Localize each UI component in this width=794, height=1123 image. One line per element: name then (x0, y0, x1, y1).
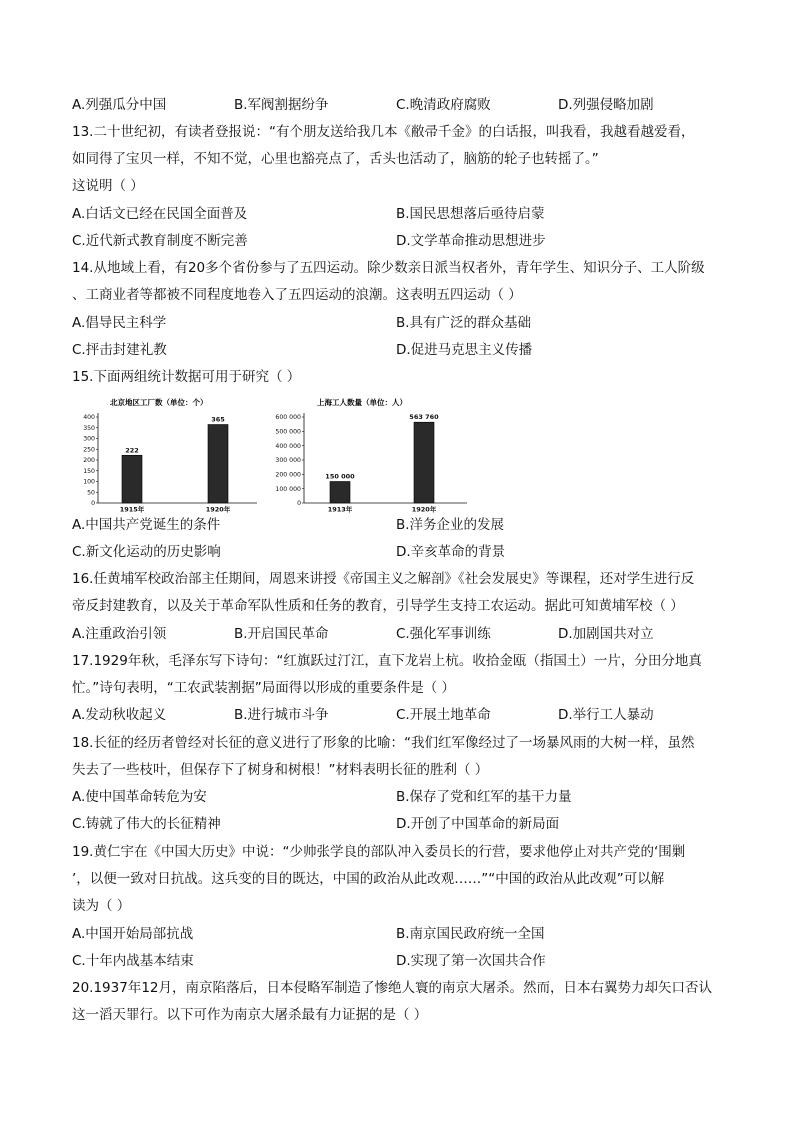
chart2-y-tick-label: 200 000 (275, 471, 301, 479)
chart1-y-tick-label: 400 (83, 414, 95, 422)
q14-options-row1 (72, 313, 732, 333)
chart1-y-tick-label: 150 (83, 467, 95, 475)
chart1-bars (120, 416, 231, 513)
chart2-x-tick-label: 1913年 (327, 505, 353, 513)
q15-option-b[interactable]: B.洋务企业的发展 (396, 517, 505, 533)
q18-options-row1 (72, 787, 732, 807)
q17-option-d[interactable]: D.举行工人暴动 (558, 707, 654, 723)
q19-stem-line2: ’，以便一致对日抗战。这兵变的目的既达，中国的政治从此改观……”“中国的政治从此改观”可以解 (72, 871, 665, 887)
q16-option-b[interactable]: B.开启国民革命 (234, 626, 329, 642)
q19-option-b[interactable]: B.南京国民政府统一全国 (396, 926, 545, 942)
chart1-x-tick-label: 1920年 (205, 505, 231, 513)
q19-option-d[interactable]: D.实现了第一次国共合作 (396, 953, 546, 969)
q15-option-c[interactable]: C.新文化运动的历史影响 (72, 544, 221, 560)
chart1-y-tick-label: 50 (87, 489, 95, 497)
q12-options (72, 95, 732, 115)
q19-stem-line3: 读为（ ） (72, 898, 131, 914)
q16-option-c[interactable]: C.强化军事训练 (396, 626, 491, 642)
chart2-axes (275, 413, 467, 507)
q13-option-a[interactable]: A.白话文已经在民国全面普及 (72, 206, 248, 222)
q16-options (72, 624, 732, 644)
q14-option-d[interactable]: D.促进马克思主义传播 (396, 342, 533, 358)
q19-stem-line1: 19.黄仁宇在《中国大历史》中说：“少帅张学良的部队冲入委员长的行营，要求他停止对共产党的‘围剿 (72, 844, 686, 860)
q12-option-d[interactable]: D.列强侵略加剧 (558, 97, 654, 113)
chart2-y-tick-label: 600 000 (275, 414, 301, 422)
q13-stem-line1: 13.二十世纪初，有读者登报说：“有个朋友送给我几本《敝帚千金》的白话报，叫我看，我越看越爱看， (72, 124, 695, 140)
chart2-bars (325, 413, 439, 513)
q19-options-row1 (72, 924, 732, 944)
chart2-y-tick-label: 300 000 (275, 457, 301, 465)
q13-option-b[interactable]: B.国民思想落后亟待启蒙 (396, 206, 545, 222)
shanghai-workers-chart (262, 393, 472, 513)
q20-stem-line1: 20.1937年12月，南京陷落后，日本侵略军制造了惨绝人寰的南京大屠杀。然而，日本右翼势力却矢口否认 (72, 980, 713, 996)
q14-stem-line1: 14.从地域上看，有20多个省份参与了五四运动。除少数亲日派当权者外，青年学生、知识分子、工人阶级 (72, 260, 705, 276)
chart1-data-label: 365 (211, 415, 225, 424)
chart2-y-tick-label: 100 000 (275, 485, 301, 493)
q13-stem-line3: 这说明（ ） (72, 178, 144, 194)
q16-option-a[interactable]: A.注重政治引领 (72, 626, 167, 642)
beijing-factory-chart (72, 393, 262, 513)
q17-option-c[interactable]: C.开展土地革命 (396, 707, 491, 723)
q18-stem-line1: 18.长征的经历者曾经对长征的意义进行了形象的比喻：“我们红军像经过了一场暴风雨的大树一样，虽然 (72, 735, 695, 751)
q14-option-a[interactable]: A.倡导民主科学 (72, 315, 167, 331)
q14-stem-line2: 、工商业者等都被不同程度地卷入了五四运动的浪潮。这表明五四运动（ ） (72, 287, 522, 303)
q13-option-d[interactable]: D.文学革命推动思想进步 (396, 233, 546, 249)
q18-option-a[interactable]: A.使中国革命转危为安 (72, 789, 207, 805)
chart1-data-label: 222 (125, 446, 139, 455)
q14-options-row2 (72, 340, 732, 360)
q15-stem-line1: 15.下面两组统计数据可用于研究（ ） (72, 369, 301, 385)
chart1-y-tick-label: 0 (91, 500, 95, 508)
q15-option-a[interactable]: A.中国共产党诞生的条件 (72, 517, 221, 533)
q13-option-c[interactable]: C.近代新式教育制度不断完善 (72, 233, 248, 249)
q14-option-b[interactable]: B.具有广泛的群众基础 (396, 315, 532, 331)
q15-option-d[interactable]: D.辛亥革命的背景 (396, 544, 506, 560)
q19-option-c[interactable]: C.十年内战基本结束 (72, 953, 194, 969)
q19-option-a[interactable]: A.中国开始局部抗战 (72, 926, 194, 942)
chart2-y-tick-label: 500 000 (275, 428, 301, 436)
q12-option-a[interactable]: A.列强瓜分中国 (72, 97, 167, 113)
chart1-title: 北京地区工厂数（单位：个） (110, 398, 208, 407)
q13-stem-line2: 如同得了宝贝一样，不知不觉，心里也豁亮点了，舌头也活动了，脑筋的轮子也转摇了。” (72, 151, 599, 167)
chart2-title: 上海工人数量（单位：人） (317, 398, 407, 407)
q13-options-row1 (72, 204, 732, 224)
q12-option-c[interactable]: C.晚清政府腐败 (396, 97, 491, 113)
q17-options (72, 705, 732, 725)
q16-option-d[interactable]: D.加剧国共对立 (558, 626, 654, 642)
q13-options-row2 (72, 231, 732, 251)
q20-stem-line2: 这一滔天罪行。以下可作为南京大屠杀最有力证据的是（ ） (72, 1007, 428, 1023)
chart1-y-tick-label: 350 (83, 424, 95, 432)
q17-option-a[interactable]: A.发动秋收起义 (72, 707, 167, 723)
q18-option-b[interactable]: B.保存了党和红军的基干力量 (396, 789, 572, 805)
chart2-y-tick-label: 400 000 (275, 442, 301, 450)
q16-stem-line2: 帝反封建教育，以及关于革命军队性质和任务的教育，引导学生支持工农运动。据此可知黄埔军校（ ） (72, 598, 684, 614)
chart2-bar (414, 422, 434, 503)
q16-stem-line1: 16.任黄埔军校政治部主任期间，周恩来讲授《帝国主义之解剖》《社会发展史》等课程，还对学生进行反 (72, 571, 695, 587)
q19-options-row2 (72, 951, 732, 971)
q17-option-b[interactable]: B.进行城市斗争 (234, 707, 329, 723)
q14-option-c[interactable]: C.抨击封建礼教 (72, 342, 167, 358)
chart2-bar (330, 482, 350, 504)
q18-option-c[interactable]: C.铸就了伟大的长征精神 (72, 816, 221, 832)
q17-stem-line2: 忙。”诗句表明，“工农武装割据”局面得以形成的重要条件是（ ） (72, 680, 456, 696)
q18-options-row2 (72, 814, 732, 834)
chart1-bar (122, 455, 142, 503)
chart1-bar (208, 425, 228, 503)
chart2-data-label: 563 760 (409, 413, 439, 422)
q15-options-row2 (72, 542, 732, 562)
chart1-y-tick-label: 100 (83, 478, 95, 486)
chart1-y-tick-label: 300 (83, 435, 95, 443)
q15-options-row1 (72, 515, 732, 535)
chart2-data-label: 150 000 (325, 472, 355, 481)
chart1-axes (83, 413, 257, 507)
chart1-y-tick-label: 250 (83, 446, 95, 454)
chart1-x-tick-label: 1915年 (119, 505, 145, 513)
chart2-y-tick-label: 0 (297, 500, 301, 508)
q18-stem-line2: 失去了一些枝叶，但保存下了树身和树根！”材料表明长征的胜利（ ） (72, 762, 489, 778)
q12-option-b[interactable]: B.军阀割据纷争 (234, 97, 329, 113)
chart1-y-tick-label: 200 (83, 457, 95, 465)
q18-option-d[interactable]: D.开创了中国革命的新局面 (396, 816, 560, 832)
chart2-x-tick-label: 1920年 (411, 505, 437, 513)
q17-stem-line1: 17.1929年秋，毛泽东写下诗句：“红旗跃过汀江，直下龙岩上杭。收拾金瓯（指国土）一片，分田分地真 (72, 653, 702, 669)
